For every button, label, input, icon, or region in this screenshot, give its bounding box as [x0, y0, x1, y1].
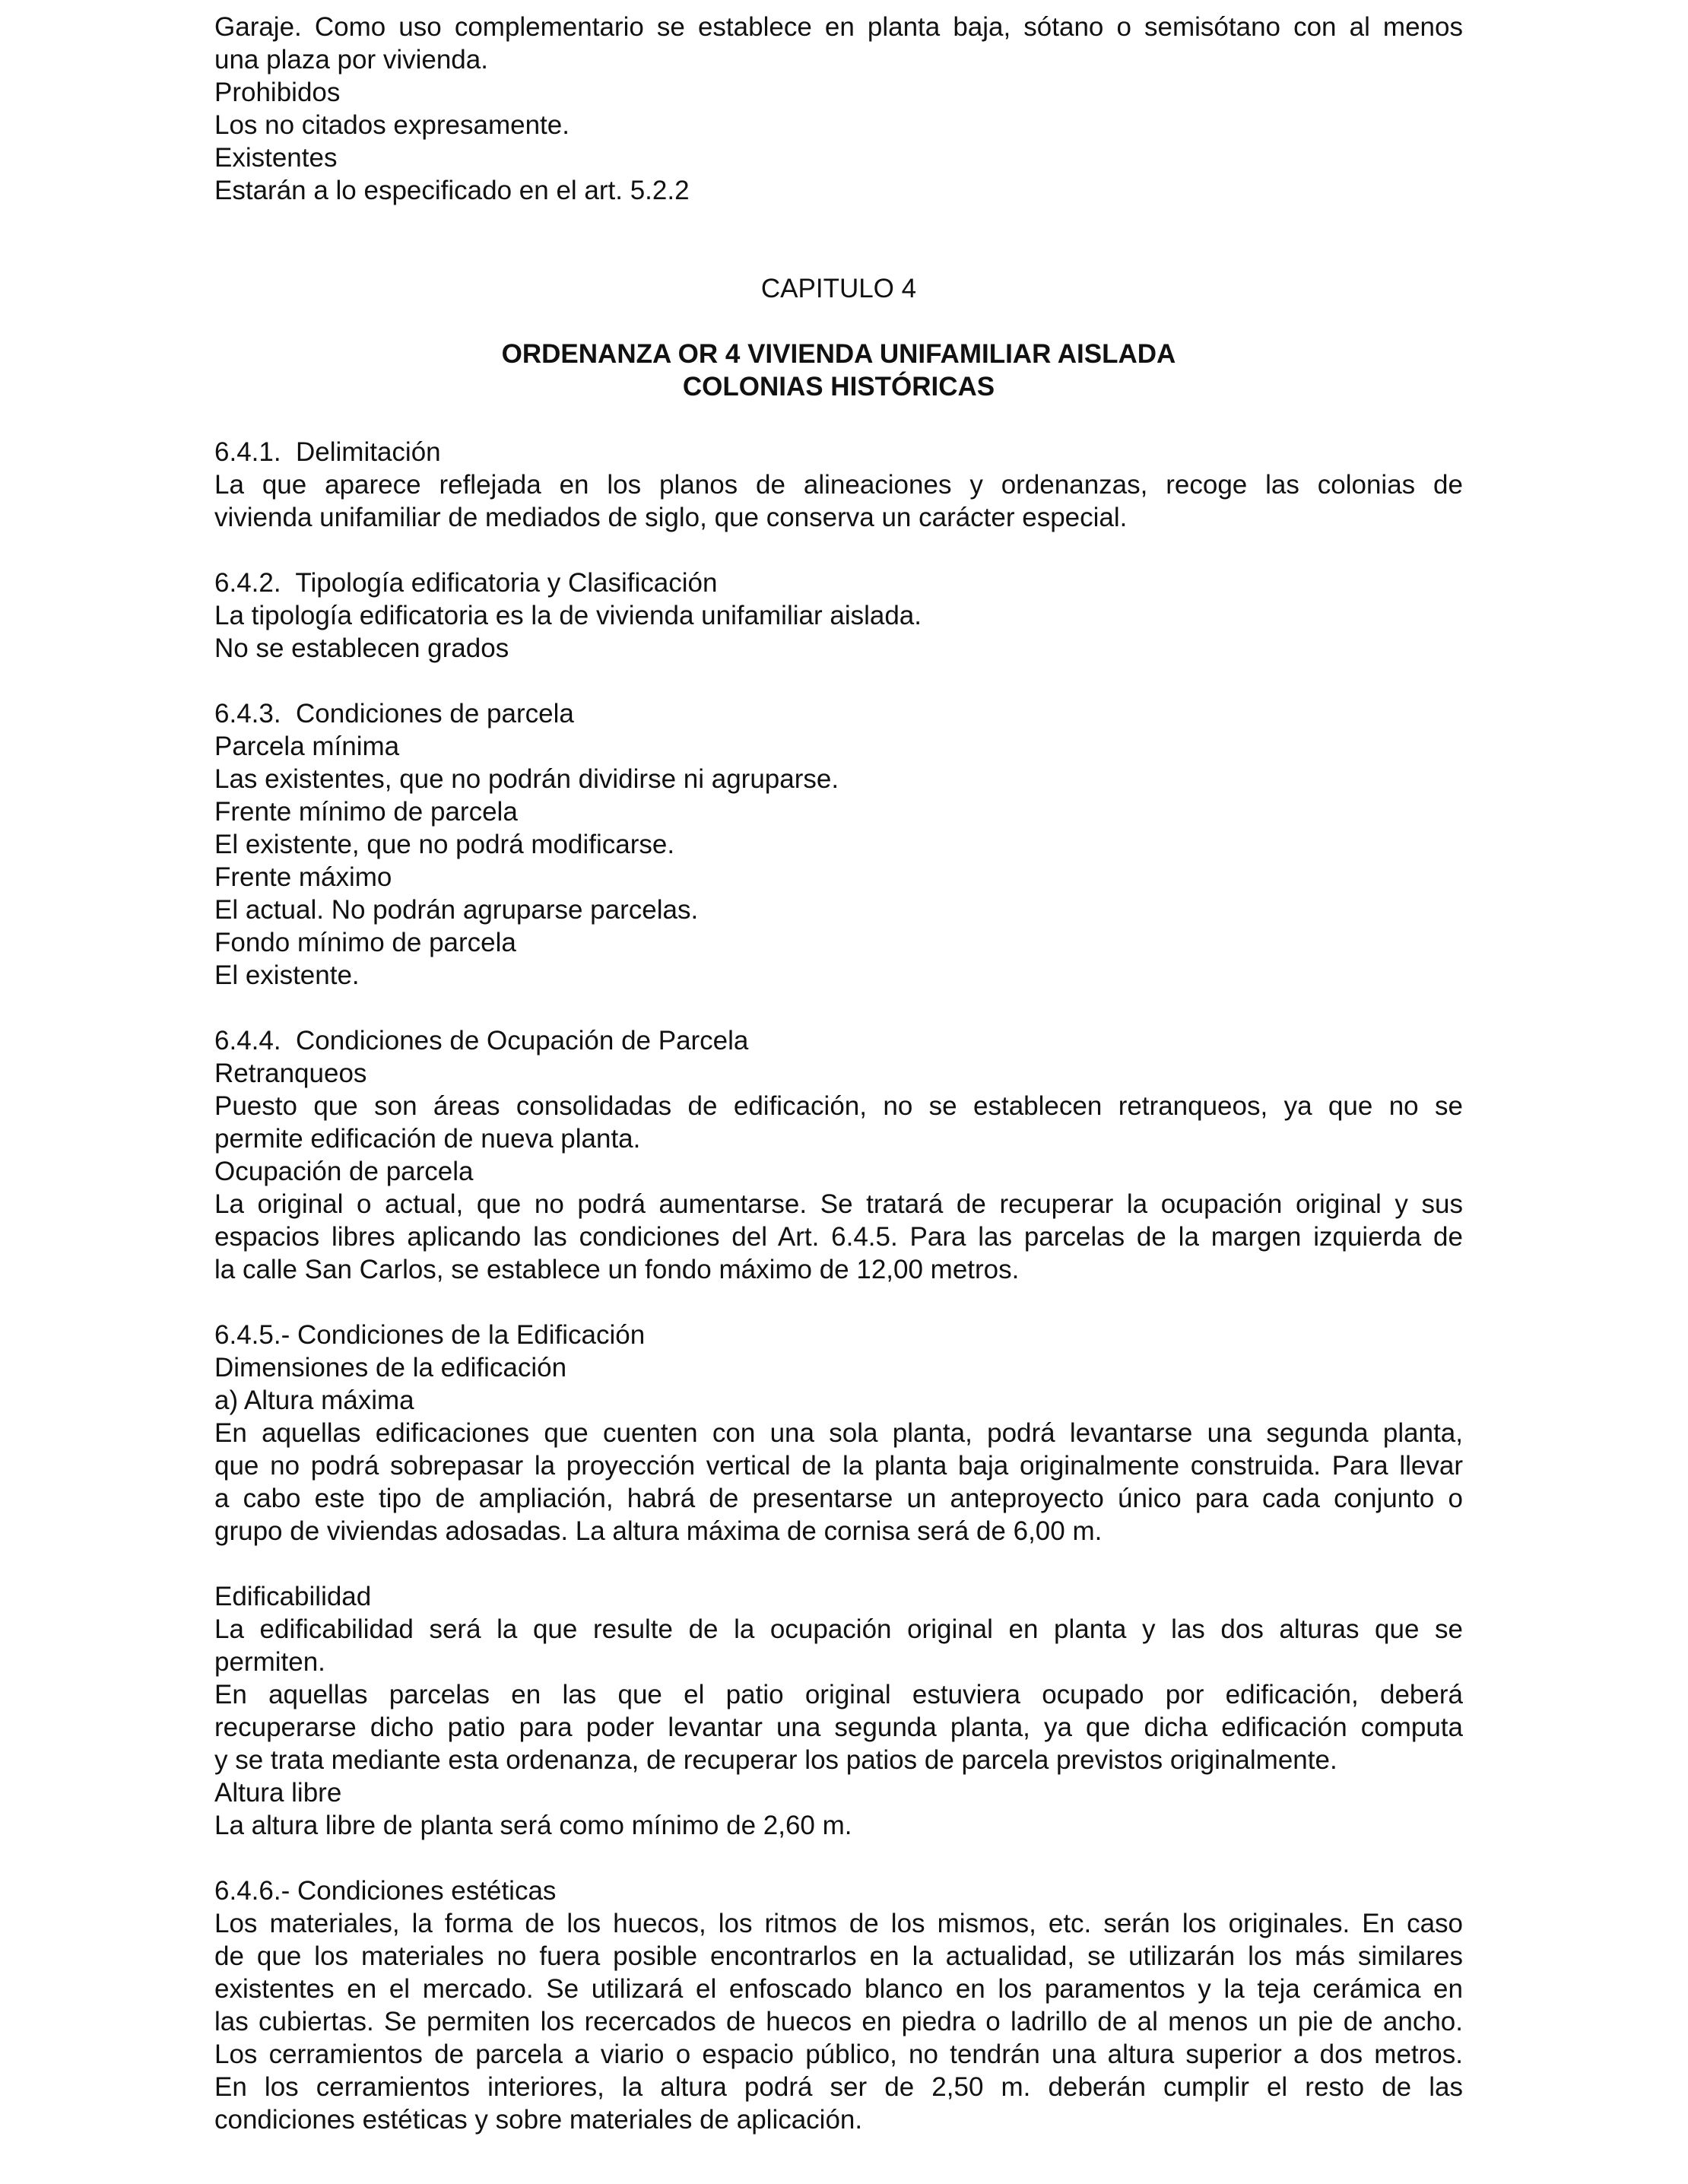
text-block [214, 697, 1463, 992]
text-line: La que aparece reflejada en los planos de alineaciones y ordenanzas, recoge las colonias de [214, 470, 1463, 500]
text-line: La original o actual, que no podrá aumentarse. Se tratará de recuperar la ocupación original y sus [214, 1189, 1463, 1219]
text-line: Retranqueos [214, 1059, 367, 1088]
text-block [214, 567, 1463, 665]
text-line: Altura libre [214, 1778, 342, 1808]
text-line: Los materiales, la forma de los huecos, los ritmos de los mismos, etc. serán los originales. En caso [214, 1909, 1463, 1938]
paragraph [214, 1809, 1463, 1842]
paragraph [214, 1024, 1463, 1057]
chapter-label [214, 272, 1463, 305]
paragraph [214, 894, 1463, 926]
paragraph [214, 697, 1463, 730]
paragraph [214, 828, 1463, 861]
paragraph [214, 567, 1463, 599]
paragraph [214, 1188, 1463, 1286]
text-block [214, 11, 1463, 207]
text-line: La altura libre de planta será como mínimo de 2,60 m. [214, 1811, 852, 1840]
text-block [214, 1319, 1463, 1548]
text-line: existentes en el mercado. Se utilizará el enfoscado blanco en los paramentos y la teja cerámica en [214, 1974, 1463, 2004]
text-line: En los cerramientos interiores, la altura podrá ser de 2,50 m. deberán cumplir el resto de las [214, 2072, 1463, 2102]
text-line: 6.4.2. Tipología edificatoria y Clasificación [214, 568, 718, 598]
text-line: Ocupación de parcela [214, 1157, 474, 1186]
text-line: recuperarse dicho patio para poder levantar una segunda planta, ya que dicha edificación computa [214, 1713, 1463, 1742]
document-page [214, 11, 1463, 2169]
paragraph [214, 436, 1463, 468]
paragraph [214, 141, 1463, 174]
text-line: El existente, que no podrá modificarse. [214, 830, 675, 859]
text-line: Dimensiones de la edificación [214, 1353, 567, 1382]
text-line: Puesto que son áreas consolidadas de edificación, no se establecen retranqueos, ya que no se [214, 1091, 1463, 1121]
paragraph [214, 1090, 1463, 1155]
text-block [214, 1874, 1463, 2136]
paragraph [214, 1678, 1463, 1776]
text-line: espacios libres aplicando las condiciones del Art. 6.4.5. Para las parcelas de la margen izquierda de [214, 1222, 1463, 1252]
paragraph [214, 76, 1463, 109]
text-line: Frente mínimo de parcela [214, 797, 518, 827]
paragraph [214, 632, 1463, 665]
text-line: Las existentes, que no podrán dividirse ni agruparse. [214, 764, 839, 794]
paragraph [214, 959, 1463, 992]
text-line: 6.4.1. Delimitación [214, 437, 441, 467]
paragraph [214, 926, 1463, 959]
text-line: y se trata mediante esta ordenanza, de recuperar los patios de parcela previstos originalmente. [214, 1745, 1337, 1775]
paragraph [214, 1417, 1463, 1548]
paragraph [214, 174, 1463, 207]
text-line: En aquellas edificaciones que cuenten con una sola planta, podrá levantarse una segunda planta, [214, 1418, 1463, 1448]
paragraph [214, 1351, 1463, 1384]
text-line: la calle San Carlos, se establece un fondo máximo de 12,00 metros. [214, 1255, 1020, 1284]
text-line: Prohibidos [214, 78, 341, 107]
text-line: a cabo este tipo de ampliación, habrá de presentarse un anteproyecto único para cada conjunto o [214, 1484, 1463, 1513]
text-block [214, 436, 1463, 534]
text-line: 6.4.6.- Condiciones estéticas [214, 1876, 557, 1906]
text-line: vivienda unifamiliar de mediados de siglo, que conserva un carácter especial. [214, 503, 1128, 532]
text-line: El actual. No podrán agruparse parcelas. [214, 895, 699, 925]
text-line: a) Altura máxima [214, 1386, 414, 1415]
text-line: En aquellas parcelas en las que el patio original estuviera ocupado por edificación, deberá [214, 1680, 1463, 1709]
text-block [214, 1580, 1463, 1842]
text-line: condiciones estéticas y sobre materiales de aplicación. [214, 2105, 863, 2135]
text-line: de que los materiales no fuera posible encontrarlos en la actualidad, se utilizarán los más similares [214, 1941, 1463, 1971]
top-section [214, 11, 1463, 207]
text-line: Frente máximo [214, 862, 392, 892]
text-line: Estarán a lo especificado en el art. 5.2.2 [214, 176, 690, 205]
text-line: Los cerramientos de parcela a viario o espacio público, no tendrán una altura superior a dos metros. [214, 2040, 1463, 2069]
paragraph [214, 1384, 1463, 1417]
text-line: permite edificación de nueva planta. [214, 1124, 641, 1154]
text-line: 6.4.3. Condiciones de parcela [214, 699, 574, 729]
text-line: que no podrá sobrepasar la proyección vertical de la planta baja originalmente construida. Para llevar [214, 1451, 1463, 1481]
text-line: grupo de viviendas adosadas. La altura máxima de cornisa será de 6,00 m. [214, 1516, 1103, 1546]
paragraph [214, 1580, 1463, 1613]
paragraph [214, 1057, 1463, 1090]
paragraph [214, 1155, 1463, 1188]
paragraph [214, 763, 1463, 795]
paragraph [214, 730, 1463, 763]
paragraph [214, 795, 1463, 828]
paragraph [214, 599, 1463, 632]
paragraph [214, 1907, 1463, 2136]
text-line: las cubiertas. Se permiten los recercados de huecos en piedra o ladrillo de al menos un pie de ancho. [214, 2007, 1463, 2036]
text-line: No se establecen grados [214, 633, 509, 663]
text-line: Los no citados expresamente. [214, 110, 570, 140]
text-line: La edificabilidad será la que resulte de la ocupación original en planta y las dos alturas que se [214, 1614, 1463, 1644]
text-line: El existente. [214, 960, 360, 990]
paragraph [214, 1613, 1463, 1678]
paragraph [214, 1874, 1463, 1907]
paragraph [214, 468, 1463, 534]
body-section [214, 436, 1463, 2136]
text-line: Existentes [214, 143, 338, 173]
chapter-title-line: ORDENANZA OR 4 VIVIENDA UNIFAMILIAR AISLADA [501, 339, 1176, 369]
paragraph [214, 11, 1463, 76]
text-line: Parcela mínima [214, 732, 400, 761]
text-line: 6.4.4. Condiciones de Ocupación de Parcela [214, 1026, 749, 1055]
text-line: Edificabilidad [214, 1582, 372, 1611]
paragraph [214, 861, 1463, 894]
paragraph [214, 1776, 1463, 1809]
text-line: permiten. [214, 1647, 325, 1677]
text-line: Garaje. Como uso complementario se establece en planta baja, sótano o semisótano con al menos [214, 12, 1463, 42]
chapter-number: CAPITULO 4 [760, 274, 917, 303]
text-line: Fondo mínimo de parcela [214, 928, 516, 957]
text-line: 6.4.5.- Condiciones de la Edificación [214, 1320, 646, 1350]
chapter-title-line: COLONIAS HISTÓRICAS [682, 372, 995, 402]
text-line: una plaza por vivienda. [214, 45, 488, 75]
text-line: La tipología edificatoria es la de vivienda unifamiliar aislada. [214, 601, 922, 630]
paragraph [214, 1319, 1463, 1351]
chapter-title [214, 338, 1463, 403]
paragraph [214, 109, 1463, 141]
text-block [214, 1024, 1463, 1286]
